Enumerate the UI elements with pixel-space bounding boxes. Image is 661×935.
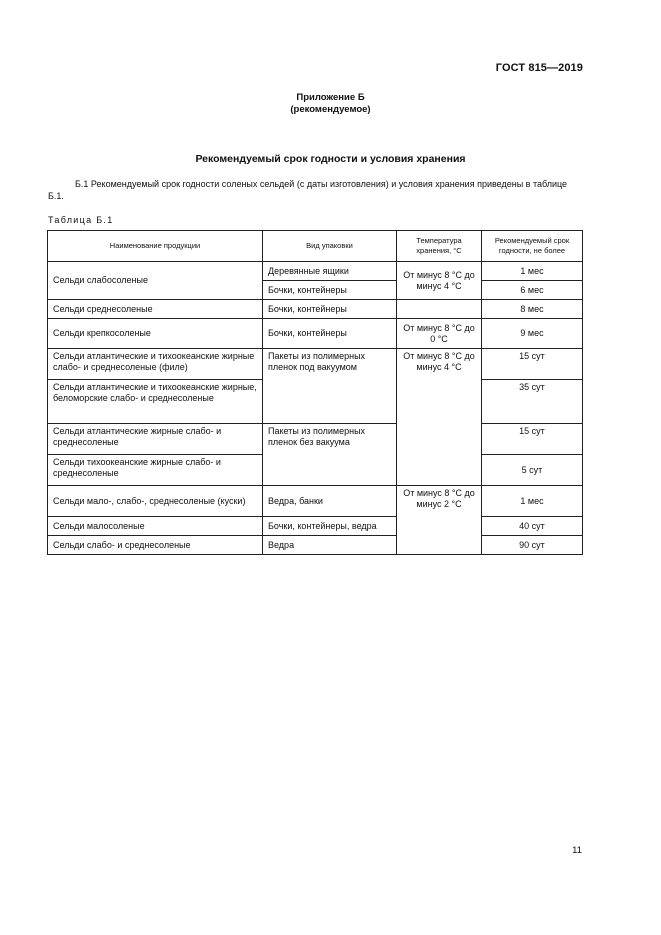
shelf-life-cell: 40 сут bbox=[482, 517, 583, 536]
packaging-cell: Пакеты из полимерных пленок под вакуумом bbox=[263, 349, 397, 424]
shelf-life-cell: 8 мес bbox=[482, 300, 583, 319]
table-row bbox=[48, 262, 583, 281]
product-cell: Сельди крепкосоленые bbox=[48, 319, 263, 349]
section-title: Рекомендуемый срок годности и условия хранения bbox=[195, 153, 466, 165]
shelf-life-cell: 35 сут bbox=[482, 380, 583, 424]
product-cell: Сельди малосоленые bbox=[48, 517, 263, 536]
storage-table bbox=[47, 230, 583, 555]
product-cell: Сельди атлантические и тихоокеанские жирные слабо- и среднесоленые (филе) bbox=[48, 349, 263, 380]
shelf-life-cell: 5 сут bbox=[482, 455, 583, 486]
temperature-cell bbox=[397, 300, 482, 319]
temperature-cell: От минус 8 °С до минус 4 °С bbox=[397, 262, 482, 300]
packaging-cell: Бочки, контейнеры bbox=[263, 319, 397, 349]
header-product: Наименование продукции bbox=[48, 231, 263, 262]
page-number: 11 bbox=[572, 845, 582, 856]
temperature-cell: От минус 8 °С до минус 2 °С bbox=[397, 486, 482, 555]
header-shelf-life: Рекомендуемый срок годности, не более bbox=[482, 231, 583, 262]
table-row bbox=[48, 349, 583, 380]
shelf-life-cell: 9 мес bbox=[482, 319, 583, 349]
shelf-life-cell: 90 сут bbox=[482, 536, 583, 555]
packaging-cell: Деревянные ящики bbox=[263, 262, 397, 281]
packaging-cell: Пакеты из полимерных пленок без вакуума bbox=[263, 424, 397, 486]
product-cell: Сельди среднесоленые bbox=[48, 300, 263, 319]
temperature-cell: От минус 8 °С до 0 °С bbox=[397, 319, 482, 349]
standard-designation: ГОСТ 815—2019 bbox=[495, 62, 583, 74]
table-row bbox=[48, 536, 583, 555]
product-cell: Сельди атлантические жирные слабо- и среднесоленые bbox=[48, 424, 263, 455]
header-packaging: Вид упаковки bbox=[263, 231, 397, 262]
product-cell: Сельди атлантические и тихоокеанские жирные, беломорские слабо- и среднесоленые bbox=[48, 380, 263, 424]
appendix-heading bbox=[0, 92, 661, 116]
packaging-cell: Бочки, контейнеры bbox=[263, 281, 397, 300]
table-caption: Таблица Б.1 bbox=[48, 215, 114, 225]
packaging-cell: Бочки, контейнеры, ведра bbox=[263, 517, 397, 536]
packaging-cell: Ведра, банки bbox=[263, 486, 397, 517]
table-row bbox=[48, 319, 583, 349]
temperature-cell: От минус 8 °С до минус 4 °С bbox=[397, 349, 482, 486]
intro-paragraph: Б.1 Рекомендуемый срок годности соленых сельдей (с даты изготовления) и условия хранения приведены в таблице Б.1. bbox=[48, 179, 568, 201]
product-cell: Сельди слабо- и среднесоленые bbox=[48, 536, 263, 555]
shelf-life-cell: 6 мес bbox=[482, 281, 583, 300]
table-header-row bbox=[48, 231, 583, 262]
table-row bbox=[48, 300, 583, 319]
table-row bbox=[48, 424, 583, 455]
appendix-subtitle: (рекомендуемое) bbox=[290, 104, 371, 115]
table-row bbox=[48, 486, 583, 517]
table-row bbox=[48, 517, 583, 536]
product-cell: Сельди тихоокеанские жирные слабо- и среднесоленые bbox=[48, 455, 263, 486]
packaging-cell: Ведра bbox=[263, 536, 397, 555]
shelf-life-cell: 1 мес bbox=[482, 262, 583, 281]
appendix-title: Приложение Б bbox=[296, 92, 365, 103]
shelf-life-cell: 15 сут bbox=[482, 349, 583, 380]
shelf-life-cell: 15 сут bbox=[482, 424, 583, 455]
shelf-life-cell: 1 мес bbox=[482, 486, 583, 517]
packaging-cell: Бочки, контейнеры bbox=[263, 300, 397, 319]
product-cell: Сельди слабосоленые bbox=[48, 262, 263, 300]
product-cell: Сельди мало-, слабо-, среднесоленые (куски) bbox=[48, 486, 263, 517]
header-temperature: Температура хранения, °С bbox=[397, 231, 482, 262]
